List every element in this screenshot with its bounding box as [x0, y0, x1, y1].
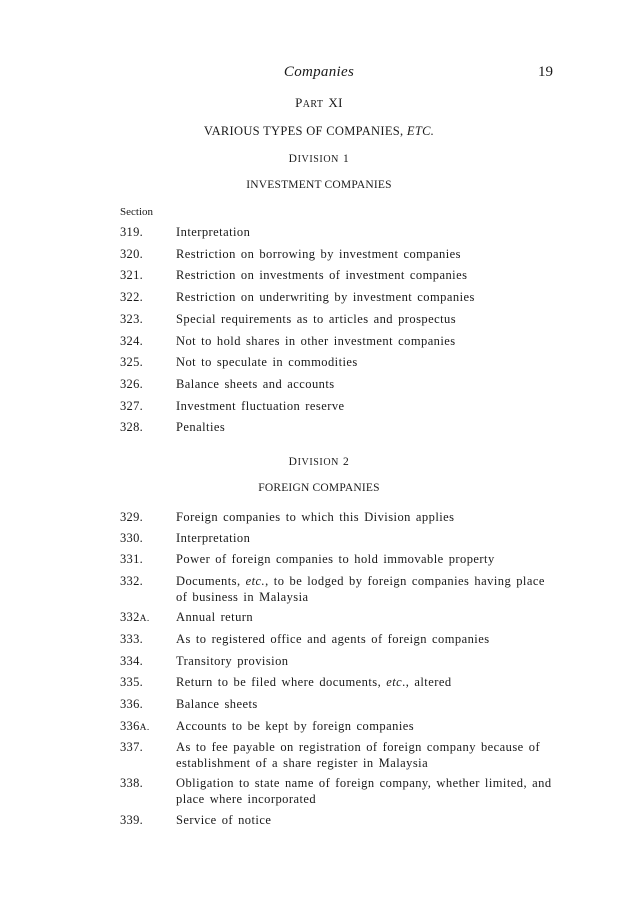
- division-label-rest: IVISION: [297, 154, 339, 165]
- section-number: [120, 718, 170, 736]
- section-title-etc: etc.: [245, 574, 266, 588]
- part-title-etc: ETC.: [406, 124, 435, 138]
- section-title: [176, 573, 560, 605]
- section-number: 329.: [120, 510, 144, 524]
- section-title: Balance sheets and accounts: [176, 377, 335, 391]
- division-heading: [0, 456, 638, 468]
- section-number-base: 332: [120, 610, 140, 624]
- section-number-base: 336: [120, 719, 140, 733]
- section-number: 336.: [120, 697, 144, 711]
- contents-entry: [120, 419, 560, 435]
- division-label-rest: IVISION: [297, 457, 339, 468]
- division-number: 1: [342, 153, 350, 165]
- contents-entry: [120, 718, 560, 734]
- section-title: Power of foreign companies to hold immovable property: [176, 552, 495, 566]
- section-title: Restriction on investments of investment companies: [176, 268, 468, 282]
- section-number: 332.: [120, 574, 144, 588]
- section-number: 339.: [120, 813, 144, 827]
- section-number: 335.: [120, 675, 144, 689]
- section-column-label: Section: [120, 206, 153, 218]
- contents-entry: [120, 289, 560, 305]
- running-head-title: Companies: [283, 64, 355, 80]
- contents-entry: [120, 812, 560, 828]
- part-title: [0, 124, 638, 139]
- section-title-part: ., altered: [402, 675, 452, 689]
- contents-entry: [120, 631, 560, 647]
- section-title: Transitory provision: [176, 654, 289, 668]
- contents-entry: [120, 573, 560, 605]
- contents-entry: [120, 696, 560, 712]
- section-title-etc: etc: [386, 675, 403, 689]
- section-title: Interpretation: [176, 225, 251, 239]
- contents-entry: [120, 376, 560, 392]
- contents-entry: [120, 311, 560, 327]
- section-number: 334.: [120, 654, 144, 668]
- section-number: 323.: [120, 312, 144, 326]
- contents-entry: [120, 224, 560, 240]
- contents-entry: [120, 739, 560, 771]
- section-number: 320.: [120, 247, 144, 261]
- section-title: Interpretation: [176, 531, 251, 545]
- section-number: 330.: [120, 531, 144, 545]
- section-title: Service of notice: [176, 813, 272, 827]
- division-title: INVESTMENT COMPANIES: [246, 179, 392, 191]
- contents-entry: [120, 267, 560, 283]
- part-title-text: VARIOUS TYPES OF COMPANIES,: [203, 124, 404, 138]
- section-title: Penalties: [176, 420, 226, 434]
- part-number: XI: [328, 95, 343, 110]
- section-number: 321.: [120, 268, 144, 282]
- section-title: Obligation to state name of foreign company, whether limited, and place where incorporated: [176, 776, 552, 806]
- section-title: Accounts to be kept by foreign companies: [176, 719, 415, 733]
- contents-entry: [120, 246, 560, 262]
- section-number: 331.: [120, 552, 144, 566]
- section-number: 327.: [120, 399, 144, 413]
- division-label-initial: D: [288, 456, 298, 468]
- section-title: Balance sheets: [176, 697, 258, 711]
- contents-entry: [120, 398, 560, 414]
- section-number: 338.: [120, 776, 144, 790]
- contents-entry: [120, 775, 560, 807]
- section-number: 337.: [120, 740, 144, 754]
- contents-entry: [120, 653, 560, 669]
- division-number: 2: [342, 456, 350, 468]
- section-title-part: Return to be filed where documents,: [176, 675, 387, 689]
- section-title: Restriction on borrowing by investment companies: [176, 247, 461, 261]
- section-number: 326.: [120, 377, 144, 391]
- section-title: Foreign companies to which this Division applies: [176, 510, 455, 524]
- section-number: 325.: [120, 355, 144, 369]
- section-title-part: , to be lodged by foreign companies having place of business in Malaysia: [176, 574, 545, 604]
- section-number-suffix: A.: [139, 723, 150, 733]
- section-number: [120, 609, 170, 627]
- section-title: As to registered office and agents of foreign companies: [176, 632, 490, 646]
- section-number: 333.: [120, 632, 144, 646]
- section-number: 319.: [120, 225, 144, 239]
- contents-entry: [120, 609, 560, 625]
- section-number-suffix: A.: [139, 614, 150, 624]
- section-number: 328.: [120, 420, 144, 434]
- section-title: As to fee payable on registration of foreign company because of establishment of a share register in Malaysia: [176, 740, 541, 770]
- contents-entry: [120, 333, 560, 349]
- contents-entry: [120, 551, 560, 567]
- division-title: FOREIGN COMPANIES: [258, 482, 380, 494]
- section-number: 322.: [120, 290, 144, 304]
- section-title: Restriction on underwriting by investment companies: [176, 290, 475, 304]
- section-title: [176, 674, 560, 690]
- contents-entry: [120, 530, 560, 546]
- page-number: 19: [538, 64, 553, 80]
- section-title: Annual return: [176, 610, 254, 624]
- part-label-rest: ART: [302, 99, 324, 110]
- section-title: Not to hold shares in other investment companies: [176, 334, 456, 348]
- section-title: Investment fluctuation reserve: [176, 399, 345, 413]
- division-heading: [0, 153, 638, 165]
- section-title: Special requirements as to articles and prospectus: [176, 312, 457, 326]
- section-title: Not to speculate in commodities: [176, 355, 358, 369]
- contents-entry: [120, 354, 560, 370]
- part-label-initial: P: [295, 95, 303, 110]
- part-heading: [0, 95, 638, 111]
- division-label-initial: D: [288, 153, 298, 165]
- contents-entry: [120, 509, 560, 525]
- section-title-part: Documents,: [176, 574, 246, 588]
- contents-entry: [120, 674, 560, 690]
- section-number: 324.: [120, 334, 144, 348]
